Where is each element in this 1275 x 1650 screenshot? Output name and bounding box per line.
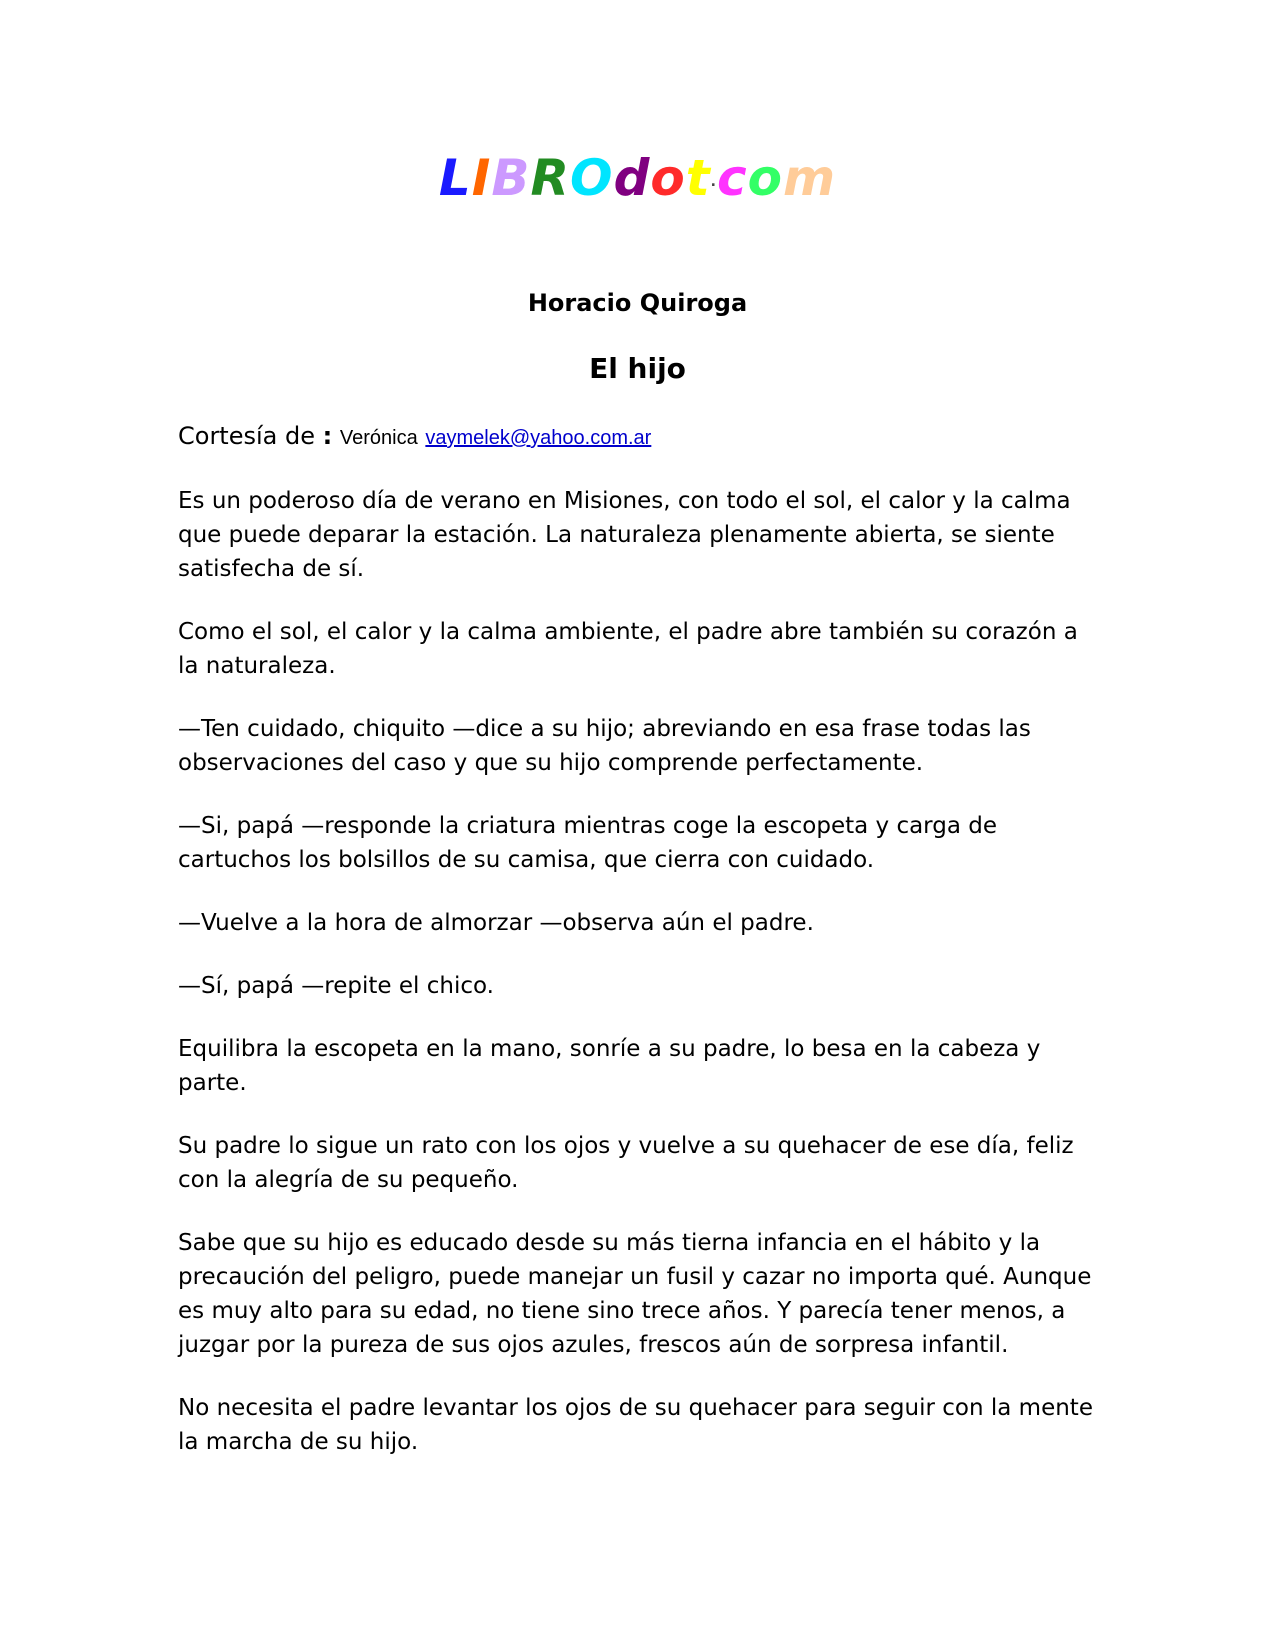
- logo-letter: R: [530, 149, 571, 207]
- paragraph: —Si, papá —responde la criatura mientras coge la escopeta y carga de cartuchos los bolsillos de su camisa, que cierra con cuidado.: [178, 813, 997, 873]
- logo-letter: O: [570, 149, 614, 207]
- paragraph: Sabe que su hijo es educado desde su más tierna infancia en el hábito y la precaución del peligro, puede manejar un fusil y cazar no importa qué. Aunque es muy alto para su edad, no tiene sino trece años. Y parecía tener menos, a juzgar por la pureza de sus ojos azules, frescos aún de sorpresa infantil.: [178, 1230, 1092, 1358]
- courtesy-email-link[interactable]: vaymelek@yahoo.com.ar: [425, 427, 652, 449]
- logo-letter: o: [650, 149, 686, 207]
- logo-letter: d: [613, 149, 651, 207]
- story-title: El hijo: [589, 352, 686, 385]
- logo-letter: t: [685, 149, 711, 207]
- paragraph: Equilibra la escopeta en la mano, sonríe a su padre, lo besa en la cabeza y parte.: [178, 1036, 1041, 1096]
- logo-dot: .: [710, 173, 717, 190]
- courtesy-label: Cortesía de: [178, 422, 315, 450]
- paragraph: Como el sol, el calor y la calma ambiente, el padre abre también su corazón a la naturaleza.: [178, 619, 1078, 679]
- logo-letter: B: [491, 149, 531, 207]
- librodot-logo: [0, 148, 1275, 212]
- logo-letter: o: [747, 149, 783, 207]
- author-name: Horacio Quiroga: [527, 289, 748, 317]
- paragraph: —Sí, papá —repite el chico.: [178, 973, 494, 999]
- paragraph: —Ten cuidado, chiquito —dice a su hijo; abreviando en esa frase todas las observaciones del caso y que su hijo comprende perfectamente.: [178, 716, 1031, 776]
- story-body: [178, 484, 1098, 1488]
- courtesy-name: Verónica: [339, 427, 418, 449]
- paragraph: Es un poderoso día de verano en Misiones, con todo el sol, el calor y la calma que puede deparar la estación. La naturaleza plenamente abierta, se siente satisfecha de sí.: [178, 488, 1071, 582]
- paragraph: Su padre lo sigue un rato con los ojos y vuelve a su quehacer de ese día, feliz con la alegría de su pequeño.: [178, 1133, 1074, 1193]
- paragraph: No necesita el padre levantar los ojos de su quehacer para seguir con la mente la marcha de su hijo.: [178, 1395, 1093, 1455]
- logo-letter: L: [438, 149, 472, 207]
- courtesy-colon: :: [322, 422, 333, 450]
- logo-letter: c: [716, 149, 748, 207]
- courtesy-line: [178, 421, 651, 453]
- logo-letter: m: [782, 149, 837, 207]
- logo-letter: I: [471, 149, 492, 207]
- paragraph: —Vuelve a la hora de almorzar —observa aún el padre.: [178, 910, 814, 936]
